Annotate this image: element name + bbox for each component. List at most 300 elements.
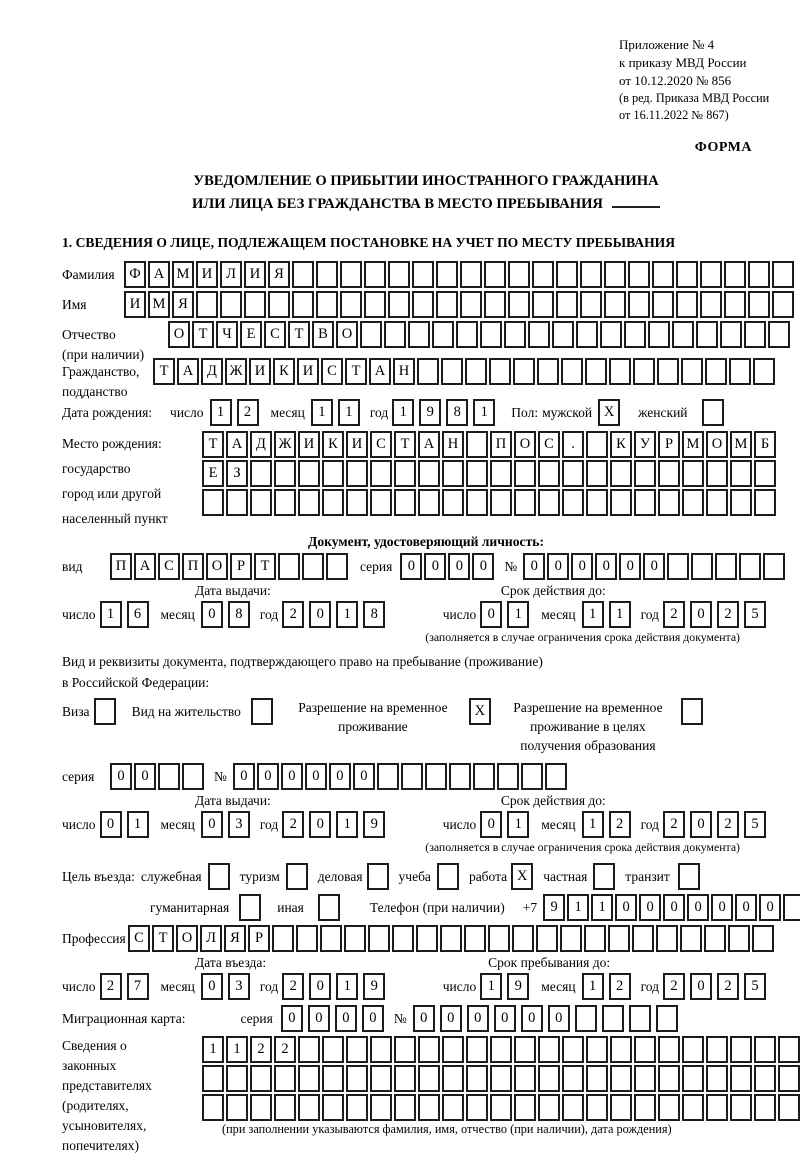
char-cell[interactable] <box>322 1094 344 1121</box>
char-cell[interactable] <box>322 1065 344 1092</box>
residence-expiry-day-cells[interactable] <box>480 811 529 838</box>
char-cell[interactable]: А <box>226 431 248 458</box>
char-cell[interactable]: С <box>370 431 392 458</box>
char-cell[interactable]: О <box>168 321 190 348</box>
char-cell[interactable] <box>316 261 338 288</box>
char-cell[interactable]: Р <box>658 431 680 458</box>
char-cell[interactable]: Ч <box>216 321 238 348</box>
char-cell[interactable]: Т <box>254 553 276 580</box>
char-cell[interactable] <box>298 1036 320 1063</box>
char-cell[interactable]: Ж <box>274 431 296 458</box>
char-cell[interactable]: Н <box>393 358 415 385</box>
char-cell[interactable] <box>632 925 654 952</box>
char-cell[interactable]: П <box>110 553 132 580</box>
residence-issue-year-cells[interactable] <box>282 811 385 838</box>
char-cell[interactable]: О <box>514 431 536 458</box>
char-cell[interactable]: 1 <box>202 1036 224 1063</box>
char-cell[interactable] <box>250 1065 272 1092</box>
char-cell[interactable] <box>700 261 722 288</box>
char-cell[interactable] <box>268 291 290 318</box>
char-cell[interactable] <box>322 460 344 487</box>
char-cell[interactable] <box>441 358 463 385</box>
char-cell[interactable] <box>658 1036 680 1063</box>
char-cell[interactable] <box>274 1065 296 1092</box>
char-cell[interactable] <box>586 431 608 458</box>
char-cell[interactable] <box>416 925 438 952</box>
representatives-row3-cells[interactable] <box>202 1094 800 1121</box>
char-cell[interactable]: 1 <box>336 973 358 1000</box>
char-cell[interactable]: 0 <box>335 1005 357 1032</box>
char-cell[interactable] <box>658 1094 680 1121</box>
char-cell[interactable] <box>754 1065 776 1092</box>
char-cell[interactable] <box>514 1036 536 1063</box>
char-cell[interactable] <box>586 1065 608 1092</box>
char-cell[interactable]: X <box>598 399 620 426</box>
char-cell[interactable]: 0 <box>201 601 223 628</box>
entry-day-cells[interactable] <box>100 973 149 1000</box>
char-cell[interactable] <box>226 1094 248 1121</box>
char-cell[interactable]: 1 <box>582 811 604 838</box>
char-cell[interactable] <box>748 291 770 318</box>
char-cell[interactable]: К <box>273 358 295 385</box>
char-cell[interactable] <box>656 1005 678 1032</box>
char-cell[interactable]: 1 <box>473 399 495 426</box>
char-cell[interactable]: Т <box>152 925 174 952</box>
char-cell[interactable] <box>778 1094 800 1121</box>
char-cell[interactable] <box>609 358 631 385</box>
char-cell[interactable] <box>466 489 488 516</box>
char-cell[interactable] <box>239 894 261 921</box>
char-cell[interactable]: Р <box>230 553 252 580</box>
char-cell[interactable]: 2 <box>663 811 685 838</box>
birth-place-row2-cells[interactable] <box>202 460 776 487</box>
char-cell[interactable]: О <box>176 925 198 952</box>
char-cell[interactable] <box>739 553 761 580</box>
char-cell[interactable] <box>729 358 751 385</box>
char-cell[interactable] <box>508 291 530 318</box>
char-cell[interactable] <box>346 1065 368 1092</box>
char-cell[interactable] <box>412 291 434 318</box>
char-cell[interactable] <box>370 1094 392 1121</box>
birth-place-row1-cells[interactable] <box>202 431 776 458</box>
char-cell[interactable] <box>466 1036 488 1063</box>
char-cell[interactable] <box>560 925 582 952</box>
char-cell[interactable] <box>610 1094 632 1121</box>
residence-expiry-month-cells[interactable] <box>582 811 631 838</box>
char-cell[interactable]: 0 <box>309 973 331 1000</box>
char-cell[interactable]: 0 <box>690 811 712 838</box>
char-cell[interactable] <box>388 291 410 318</box>
doc-kind-cells[interactable] <box>110 553 348 580</box>
char-cell[interactable] <box>490 1065 512 1092</box>
char-cell[interactable]: И <box>346 431 368 458</box>
char-cell[interactable]: 0 <box>735 894 757 921</box>
char-cell[interactable] <box>658 460 680 487</box>
char-cell[interactable]: 1 <box>507 811 529 838</box>
char-cell[interactable] <box>562 1036 584 1063</box>
char-cell[interactable]: М <box>172 261 194 288</box>
char-cell[interactable]: У <box>634 431 656 458</box>
char-cell[interactable] <box>706 1094 728 1121</box>
char-cell[interactable]: Т <box>202 431 224 458</box>
char-cell[interactable] <box>562 489 584 516</box>
residence-number-cells[interactable] <box>233 763 567 790</box>
char-cell[interactable] <box>418 1065 440 1092</box>
char-cell[interactable]: 6 <box>127 601 149 628</box>
char-cell[interactable]: 2 <box>274 1036 296 1063</box>
char-cell[interactable] <box>278 553 300 580</box>
char-cell[interactable] <box>364 261 386 288</box>
char-cell[interactable]: 0 <box>257 763 279 790</box>
char-cell[interactable]: С <box>538 431 560 458</box>
char-cell[interactable] <box>624 321 646 348</box>
char-cell[interactable] <box>388 261 410 288</box>
birth-year-cells[interactable] <box>392 399 495 426</box>
char-cell[interactable]: И <box>297 358 319 385</box>
char-cell[interactable] <box>730 1065 752 1092</box>
char-cell[interactable] <box>346 489 368 516</box>
char-cell[interactable] <box>586 1036 608 1063</box>
entry-month-cells[interactable] <box>201 973 250 1000</box>
char-cell[interactable] <box>514 1094 536 1121</box>
char-cell[interactable] <box>604 261 626 288</box>
char-cell[interactable]: 1 <box>582 601 604 628</box>
purpose-humanitarian-checkbox[interactable] <box>239 894 261 921</box>
identity-issue-day-cells[interactable] <box>100 601 149 628</box>
char-cell[interactable] <box>720 321 742 348</box>
char-cell[interactable] <box>514 489 536 516</box>
char-cell[interactable] <box>512 925 534 952</box>
char-cell[interactable] <box>442 1094 464 1121</box>
char-cell[interactable] <box>394 460 416 487</box>
entry-year-cells[interactable] <box>282 973 385 1000</box>
char-cell[interactable] <box>364 291 386 318</box>
char-cell[interactable] <box>730 460 752 487</box>
char-cell[interactable]: 0 <box>711 894 733 921</box>
char-cell[interactable] <box>392 925 414 952</box>
char-cell[interactable]: Т <box>394 431 416 458</box>
purpose-transit-checkbox[interactable] <box>678 863 700 890</box>
char-cell[interactable] <box>682 1094 704 1121</box>
char-cell[interactable]: 0 <box>494 1005 516 1032</box>
char-cell[interactable] <box>244 291 266 318</box>
char-cell[interactable]: 1 <box>609 601 631 628</box>
char-cell[interactable] <box>610 460 632 487</box>
char-cell[interactable]: К <box>610 431 632 458</box>
profession-cells[interactable] <box>128 925 774 952</box>
char-cell[interactable]: 2 <box>282 973 304 1000</box>
char-cell[interactable] <box>449 763 471 790</box>
char-cell[interactable] <box>460 291 482 318</box>
char-cell[interactable]: 0 <box>615 894 637 921</box>
char-cell[interactable] <box>302 553 324 580</box>
char-cell[interactable] <box>298 1065 320 1092</box>
char-cell[interactable] <box>250 1094 272 1121</box>
char-cell[interactable]: М <box>148 291 170 318</box>
char-cell[interactable]: Т <box>288 321 310 348</box>
char-cell[interactable] <box>706 489 728 516</box>
char-cell[interactable]: 9 <box>507 973 529 1000</box>
identity-expiry-day-cells[interactable] <box>480 601 529 628</box>
char-cell[interactable] <box>724 261 746 288</box>
char-cell[interactable] <box>158 763 180 790</box>
char-cell[interactable]: 2 <box>717 973 739 1000</box>
char-cell[interactable] <box>532 291 554 318</box>
visa-checkbox[interactable] <box>94 698 116 725</box>
char-cell[interactable]: А <box>177 358 199 385</box>
char-cell[interactable] <box>602 1005 624 1032</box>
char-cell[interactable] <box>394 1036 416 1063</box>
char-cell[interactable] <box>680 925 702 952</box>
purpose-official-checkbox[interactable] <box>208 863 230 890</box>
char-cell[interactable] <box>586 1094 608 1121</box>
char-cell[interactable] <box>368 925 390 952</box>
char-cell[interactable]: 0 <box>233 763 255 790</box>
char-cell[interactable] <box>436 261 458 288</box>
char-cell[interactable] <box>658 489 680 516</box>
char-cell[interactable]: Д <box>250 431 272 458</box>
char-cell[interactable] <box>700 291 722 318</box>
char-cell[interactable]: 0 <box>201 973 223 1000</box>
char-cell[interactable] <box>202 1094 224 1121</box>
char-cell[interactable]: 2 <box>663 601 685 628</box>
char-cell[interactable] <box>610 1036 632 1063</box>
char-cell[interactable]: 0 <box>362 1005 384 1032</box>
purpose-other-checkbox[interactable] <box>318 894 340 921</box>
char-cell[interactable] <box>367 863 389 890</box>
char-cell[interactable] <box>754 460 776 487</box>
char-cell[interactable] <box>562 1065 584 1092</box>
char-cell[interactable]: 3 <box>228 973 250 1000</box>
char-cell[interactable] <box>298 460 320 487</box>
char-cell[interactable]: 0 <box>309 811 331 838</box>
char-cell[interactable] <box>497 763 519 790</box>
char-cell[interactable]: Т <box>345 358 367 385</box>
char-cell[interactable]: В <box>312 321 334 348</box>
char-cell[interactable]: 1 <box>311 399 333 426</box>
char-cell[interactable]: С <box>128 925 150 952</box>
char-cell[interactable] <box>480 321 502 348</box>
char-cell[interactable] <box>657 358 679 385</box>
char-cell[interactable]: 2 <box>717 601 739 628</box>
char-cell[interactable] <box>702 399 724 426</box>
char-cell[interactable] <box>586 489 608 516</box>
char-cell[interactable]: 7 <box>127 973 149 1000</box>
char-cell[interactable] <box>652 291 674 318</box>
char-cell[interactable]: Л <box>220 261 242 288</box>
char-cell[interactable] <box>728 925 750 952</box>
char-cell[interactable]: 8 <box>446 399 468 426</box>
char-cell[interactable] <box>182 763 204 790</box>
char-cell[interactable] <box>437 863 459 890</box>
char-cell[interactable]: 1 <box>507 601 529 628</box>
char-cell[interactable]: 0 <box>413 1005 435 1032</box>
char-cell[interactable]: 0 <box>281 763 303 790</box>
char-cell[interactable] <box>748 261 770 288</box>
char-cell[interactable] <box>432 321 454 348</box>
char-cell[interactable] <box>436 291 458 318</box>
char-cell[interactable] <box>752 925 774 952</box>
char-cell[interactable]: 0 <box>619 553 641 580</box>
birth-place-row3-cells[interactable] <box>202 489 776 516</box>
char-cell[interactable] <box>490 1094 512 1121</box>
char-cell[interactable]: И <box>196 261 218 288</box>
char-cell[interactable] <box>274 489 296 516</box>
char-cell[interactable] <box>562 1094 584 1121</box>
purpose-study-checkbox[interactable] <box>437 863 459 890</box>
char-cell[interactable] <box>556 291 578 318</box>
char-cell[interactable]: 0 <box>305 763 327 790</box>
char-cell[interactable] <box>360 321 382 348</box>
char-cell[interactable]: 9 <box>363 973 385 1000</box>
char-cell[interactable]: Я <box>172 291 194 318</box>
char-cell[interactable] <box>272 925 294 952</box>
char-cell[interactable] <box>580 261 602 288</box>
char-cell[interactable]: 0 <box>643 553 665 580</box>
char-cell[interactable]: 0 <box>547 553 569 580</box>
char-cell[interactable]: 0 <box>134 763 156 790</box>
identity-expiry-year-cells[interactable] <box>663 601 766 628</box>
char-cell[interactable] <box>340 291 362 318</box>
residence-series-cells[interactable] <box>110 763 204 790</box>
char-cell[interactable] <box>326 553 348 580</box>
char-cell[interactable]: З <box>226 460 248 487</box>
char-cell[interactable] <box>537 358 559 385</box>
temp-residence-education-checkbox[interactable] <box>681 698 703 725</box>
char-cell[interactable] <box>538 1065 560 1092</box>
char-cell[interactable] <box>274 1094 296 1121</box>
char-cell[interactable] <box>394 489 416 516</box>
char-cell[interactable] <box>706 1065 728 1092</box>
char-cell[interactable] <box>610 489 632 516</box>
char-cell[interactable] <box>466 1065 488 1092</box>
char-cell[interactable]: 2 <box>250 1036 272 1063</box>
char-cell[interactable] <box>772 261 794 288</box>
doc-series-cells[interactable] <box>400 553 494 580</box>
char-cell[interactable]: 0 <box>548 1005 570 1032</box>
sex-male-checkbox[interactable] <box>598 399 620 426</box>
char-cell[interactable] <box>226 1065 248 1092</box>
char-cell[interactable] <box>763 553 785 580</box>
char-cell[interactable] <box>513 358 535 385</box>
identity-issue-year-cells[interactable] <box>282 601 385 628</box>
char-cell[interactable] <box>286 863 308 890</box>
char-cell[interactable]: 0 <box>687 894 709 921</box>
char-cell[interactable]: 5 <box>744 811 766 838</box>
char-cell[interactable] <box>552 321 574 348</box>
char-cell[interactable]: С <box>321 358 343 385</box>
char-cell[interactable]: Я <box>268 261 290 288</box>
char-cell[interactable] <box>678 863 700 890</box>
char-cell[interactable] <box>575 1005 597 1032</box>
char-cell[interactable] <box>691 553 713 580</box>
char-cell[interactable] <box>318 894 340 921</box>
char-cell[interactable] <box>484 261 506 288</box>
char-cell[interactable]: Д <box>201 358 223 385</box>
char-cell[interactable]: X <box>511 863 533 890</box>
char-cell[interactable] <box>412 261 434 288</box>
char-cell[interactable] <box>634 1065 656 1092</box>
char-cell[interactable] <box>783 894 800 921</box>
char-cell[interactable] <box>442 460 464 487</box>
char-cell[interactable] <box>536 925 558 952</box>
char-cell[interactable] <box>418 460 440 487</box>
char-cell[interactable] <box>298 489 320 516</box>
char-cell[interactable] <box>754 489 776 516</box>
char-cell[interactable] <box>676 291 698 318</box>
char-cell[interactable] <box>667 553 689 580</box>
char-cell[interactable] <box>344 925 366 952</box>
char-cell[interactable] <box>744 321 766 348</box>
char-cell[interactable]: 2 <box>282 811 304 838</box>
char-cell[interactable] <box>561 358 583 385</box>
identity-issue-month-cells[interactable] <box>201 601 250 628</box>
char-cell[interactable] <box>608 925 630 952</box>
char-cell[interactable] <box>682 1036 704 1063</box>
char-cell[interactable] <box>648 321 670 348</box>
char-cell[interactable]: О <box>336 321 358 348</box>
residence-permit-checkbox[interactable] <box>251 698 273 725</box>
char-cell[interactable]: Н <box>442 431 464 458</box>
char-cell[interactable]: Ф <box>124 261 146 288</box>
char-cell[interactable]: А <box>134 553 156 580</box>
char-cell[interactable]: Е <box>202 460 224 487</box>
char-cell[interactable]: Т <box>153 358 175 385</box>
char-cell[interactable]: 0 <box>480 601 502 628</box>
char-cell[interactable]: 0 <box>353 763 375 790</box>
char-cell[interactable] <box>634 1094 656 1121</box>
char-cell[interactable] <box>682 460 704 487</box>
char-cell[interactable]: X <box>469 698 491 725</box>
char-cell[interactable]: 1 <box>480 973 502 1000</box>
char-cell[interactable]: 5 <box>744 973 766 1000</box>
char-cell[interactable] <box>394 1065 416 1092</box>
char-cell[interactable] <box>202 489 224 516</box>
char-cell[interactable] <box>418 489 440 516</box>
char-cell[interactable] <box>316 291 338 318</box>
char-cell[interactable] <box>274 460 296 487</box>
migration-number-cells[interactable] <box>413 1005 678 1032</box>
char-cell[interactable]: П <box>490 431 512 458</box>
sex-female-checkbox[interactable] <box>702 399 724 426</box>
char-cell[interactable]: 2 <box>282 601 304 628</box>
char-cell[interactable]: 0 <box>440 1005 462 1032</box>
char-cell[interactable]: И <box>298 431 320 458</box>
char-cell[interactable] <box>394 1094 416 1121</box>
char-cell[interactable] <box>532 261 554 288</box>
char-cell[interactable] <box>370 460 392 487</box>
char-cell[interactable] <box>633 358 655 385</box>
char-cell[interactable] <box>370 1036 392 1063</box>
char-cell[interactable]: А <box>418 431 440 458</box>
char-cell[interactable]: 1 <box>100 601 122 628</box>
char-cell[interactable]: П <box>182 553 204 580</box>
char-cell[interactable]: 9 <box>363 811 385 838</box>
char-cell[interactable]: К <box>322 431 344 458</box>
char-cell[interactable] <box>584 925 606 952</box>
char-cell[interactable] <box>634 460 656 487</box>
char-cell[interactable]: 1 <box>226 1036 248 1063</box>
char-cell[interactable] <box>460 261 482 288</box>
char-cell[interactable]: 5 <box>744 601 766 628</box>
char-cell[interactable]: 0 <box>663 894 685 921</box>
char-cell[interactable]: 1 <box>567 894 589 921</box>
char-cell[interactable] <box>585 358 607 385</box>
purpose-private-checkbox[interactable] <box>593 863 615 890</box>
char-cell[interactable]: 8 <box>228 601 250 628</box>
char-cell[interactable] <box>556 261 578 288</box>
char-cell[interactable] <box>292 261 314 288</box>
